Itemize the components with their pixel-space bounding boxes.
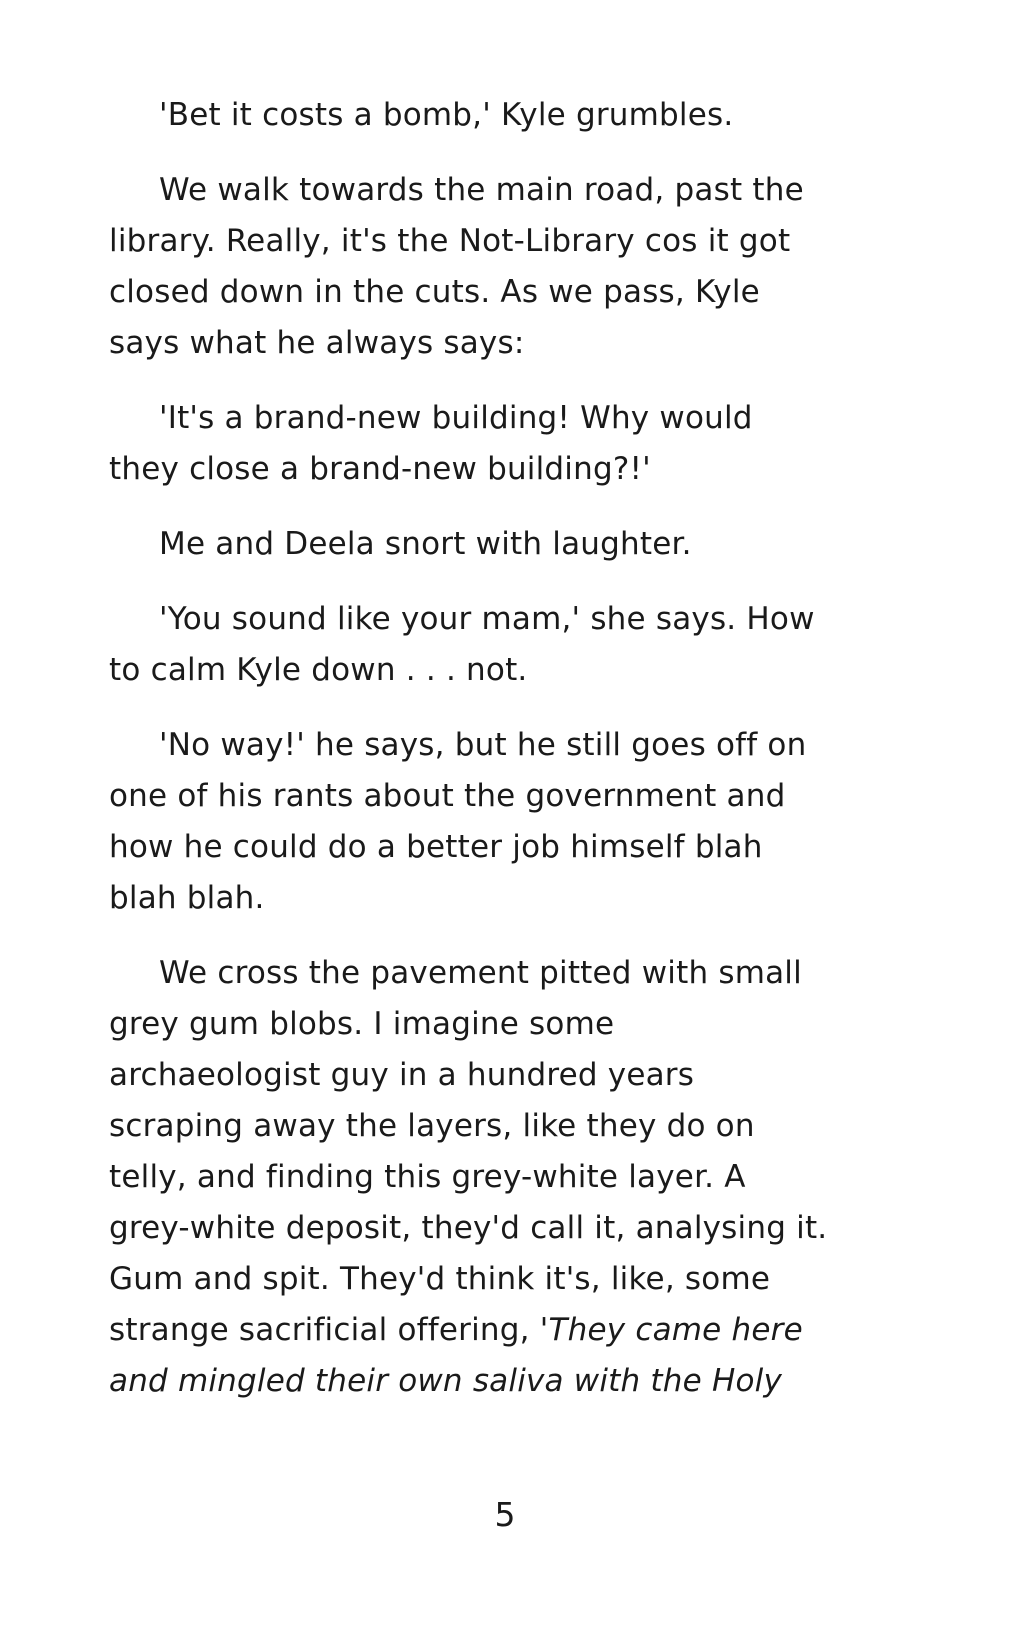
text-segment: strange sacrificial offering, xyxy=(109,1312,540,1348)
text-line: telly, and finding this grey-white layer. A xyxy=(109,1159,746,1195)
text-line: 'You sound like your mam,' she says. How xyxy=(159,601,815,637)
text-line: archaeologist guy in a hundred years xyxy=(109,1057,695,1093)
text-line: closed down in the cuts. As we pass, Kyle xyxy=(109,274,760,310)
text-line: We cross the pavement pitted with small xyxy=(159,955,802,991)
text-line: to calm Kyle down . . . not. xyxy=(109,652,528,688)
text-line: 'Bet it costs a bomb,' Kyle grumbles. xyxy=(159,97,734,133)
text-line: 'No way!' he says, but he still goes off on xyxy=(159,727,807,763)
text-line: they close a brand-new building?!' xyxy=(109,451,651,487)
text-line: grey gum blobs. I imagine some xyxy=(109,1006,615,1042)
text-line: scraping away the layers, like they do on xyxy=(109,1108,755,1144)
page-number: 5 xyxy=(494,1495,516,1534)
paragraph-2 xyxy=(109,165,909,369)
text-line: grey-white deposit, they'd call it, analysing it. xyxy=(109,1210,828,1246)
text-line: Gum and spit. They'd think it's, like, some xyxy=(109,1261,771,1297)
text-line: library. Really, it's the Not-Library cos it got xyxy=(109,223,791,259)
paragraph-4 xyxy=(109,519,909,570)
text-line: blah blah. xyxy=(109,880,265,916)
paragraph-3 xyxy=(109,393,909,495)
paragraph-1 xyxy=(109,90,909,141)
paragraph-6 xyxy=(109,720,909,924)
body-text xyxy=(109,90,909,1431)
text-line: one of his rants about the government and xyxy=(109,778,786,814)
paragraph-7 xyxy=(109,948,909,1407)
italic-quote: 'They came here xyxy=(539,1312,803,1348)
text-line xyxy=(109,1305,909,1356)
text-line: Me and Deela snort with laughter. xyxy=(159,526,692,562)
text-line: says what he always says: xyxy=(109,325,525,361)
text-line: how he could do a better job himself blah xyxy=(109,829,763,865)
text-line: 'It's a brand-new building! Why would xyxy=(159,400,753,436)
text-line: We walk towards the main road, past the xyxy=(159,172,804,208)
paragraph-5 xyxy=(109,594,909,696)
italic-quote-line: and mingled their own saliva with the Holy xyxy=(109,1363,782,1399)
